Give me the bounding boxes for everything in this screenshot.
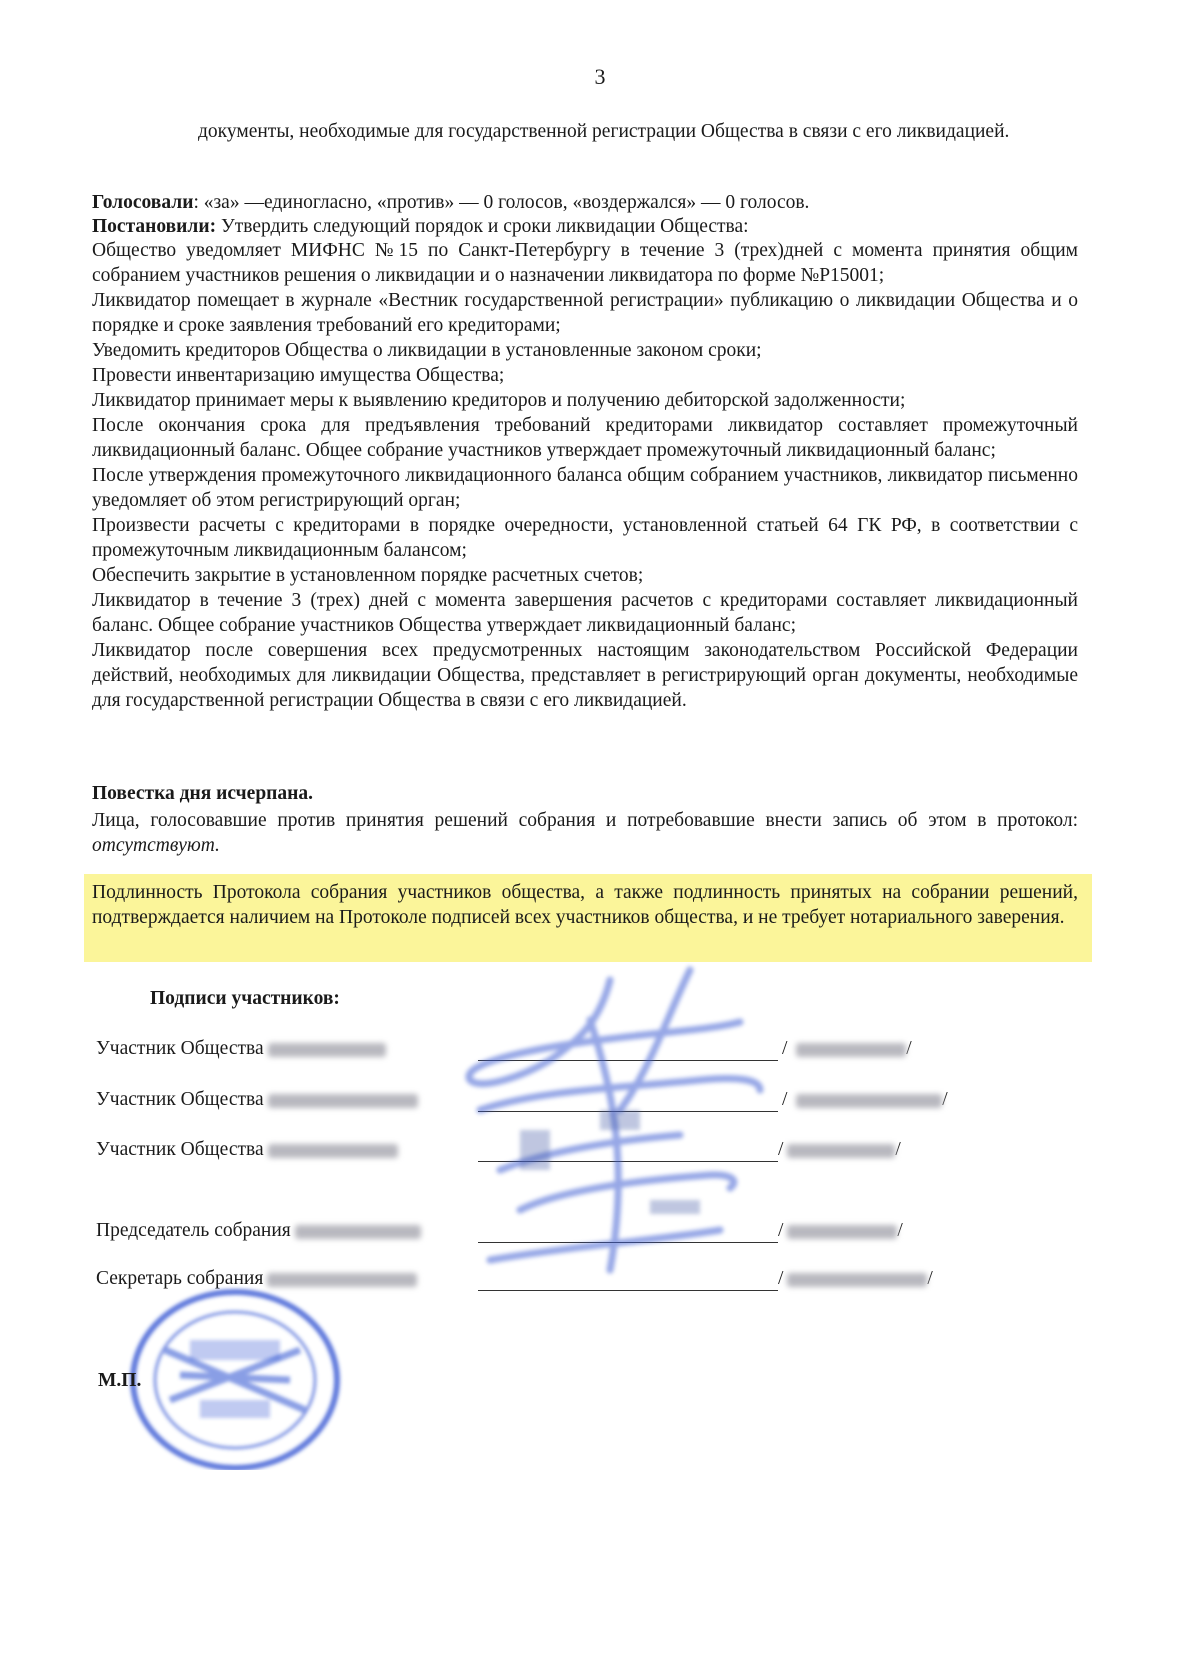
decided-label: Постановили: xyxy=(92,216,217,237)
redacted-name xyxy=(268,1144,398,1158)
stamp-label: М.П. xyxy=(98,1370,142,1391)
step-item: После окончания срока для предъявления требований кредиторами ликвидатор составляет промежуточный ликвидационный баланс. Общее собрание участников утверждает промежуточный ликвидационный баланс; xyxy=(92,415,1078,461)
step-item: Ликвидатор принимает меры к выявлению кредиторов и получению дебиторской задолженности; xyxy=(92,390,906,411)
company-stamp xyxy=(120,1270,350,1470)
step-item: Провести инвентаризацию имущества Общества; xyxy=(92,365,505,386)
signature-role: Участник Общества xyxy=(96,1089,264,1110)
signature-decode: / / xyxy=(782,1038,912,1059)
signature-row xyxy=(96,1139,398,1161)
signature-row xyxy=(96,1220,421,1242)
signature-row xyxy=(96,1089,418,1111)
signature-row xyxy=(96,1038,386,1060)
voting-label: Голосовали xyxy=(92,192,194,213)
handwritten-signatures xyxy=(460,960,790,1300)
page-number: 3 xyxy=(594,64,606,89)
redacted-name xyxy=(268,1043,386,1057)
objection-text: Лица, голосовавшие против принятия решений собрания и потребовавшие внести запись об этом в протокол: xyxy=(92,810,1078,831)
step-item: Уведомить кредиторов Общества о ликвидации в установленные законом сроки; xyxy=(92,340,762,361)
redacted-initials xyxy=(796,1094,942,1108)
authenticity-note: Подлинность Протокола собрания участников общества, а также подлинность принятых на собрании решений, подтверждается наличием на Протоколе подписей всех участников общества, и не требует нотариального заверения. xyxy=(92,882,1078,928)
step-item: Общество уведомляет МИФНС №15 по Санкт-Петербургу в течение 3 (трех)дней с момента принятия общим собранием участников решения о ликвидации и о назначении ликвидатора по форме №Р15001; xyxy=(92,240,1078,286)
redacted-initials xyxy=(787,1273,927,1287)
signatures-title: Подписи участников: xyxy=(150,988,340,1009)
redacted-initials xyxy=(787,1144,895,1158)
signature-role: Секретарь собрания xyxy=(96,1268,264,1289)
redacted-name xyxy=(295,1225,421,1239)
decided-text: Утвердить следующий порядок и сроки ликвидации Общества: xyxy=(216,216,749,237)
objection-paragraph xyxy=(92,808,1078,858)
signature-role: Участник Общества xyxy=(96,1038,264,1059)
redacted-initials xyxy=(787,1225,897,1239)
signature-decode: / / xyxy=(778,1139,901,1160)
voting-line xyxy=(92,190,1078,215)
objection-value: отсутствуют. xyxy=(92,835,220,856)
step-item: Ликвидатор в течение 3 (трех) дней с момента завершения расчетов с кредиторами составляет ликвидационный баланс. Общее собрание участников Общества утверждает ликвидационный баланс; xyxy=(92,590,1078,636)
signature-role: Председатель собрания xyxy=(96,1220,291,1241)
signature-decode: / / xyxy=(782,1089,948,1110)
step-item: После утверждения промежуточного ликвидационного баланса общим собранием участников, ликвидатор письменно уведомляет об этом регистрирующий орган; xyxy=(92,465,1078,511)
redacted-initials xyxy=(796,1043,906,1057)
voting-text: : «за» —единогласно, «против» — 0 голосов, «воздержался» — 0 голосов. xyxy=(193,192,810,213)
step-item: Произвести расчеты с кредиторами в порядке очередности, установленной статьей 64 ГК РФ, в соответствии с промежуточным ликвидационным балансом; xyxy=(92,515,1078,561)
redacted-name xyxy=(268,1094,418,1108)
decided-line xyxy=(92,214,1078,239)
agenda-closed: Повестка дня исчерпана. xyxy=(92,783,314,804)
lead-paragraph: документы, необходимые для государственной регистрации Общества в связи с его ликвидацией. xyxy=(198,121,1010,142)
liquidation-steps xyxy=(92,238,1078,713)
step-item: Обеспечить закрытие в установленном порядке расчетных счетов; xyxy=(92,565,644,586)
signature-decode: / / xyxy=(778,1220,903,1241)
signature-role: Участник Общества xyxy=(96,1139,264,1160)
signature-decode: / / xyxy=(778,1268,933,1289)
step-item: Ликвидатор помещает в журнале «Вестник государственной регистрации» публикацию о ликвидации Общества и о порядке и сроке заявления требований его кредиторами; xyxy=(92,290,1078,336)
step-item: Ликвидатор после совершения всех предусмотренных настоящим законодательством Российской Федерации действий, необходимых для ликвидации Общества, представляет в регистрирующий орган документы, необходимые для государственной регистрации Общества в связи с его ликвидацией. xyxy=(92,640,1078,711)
